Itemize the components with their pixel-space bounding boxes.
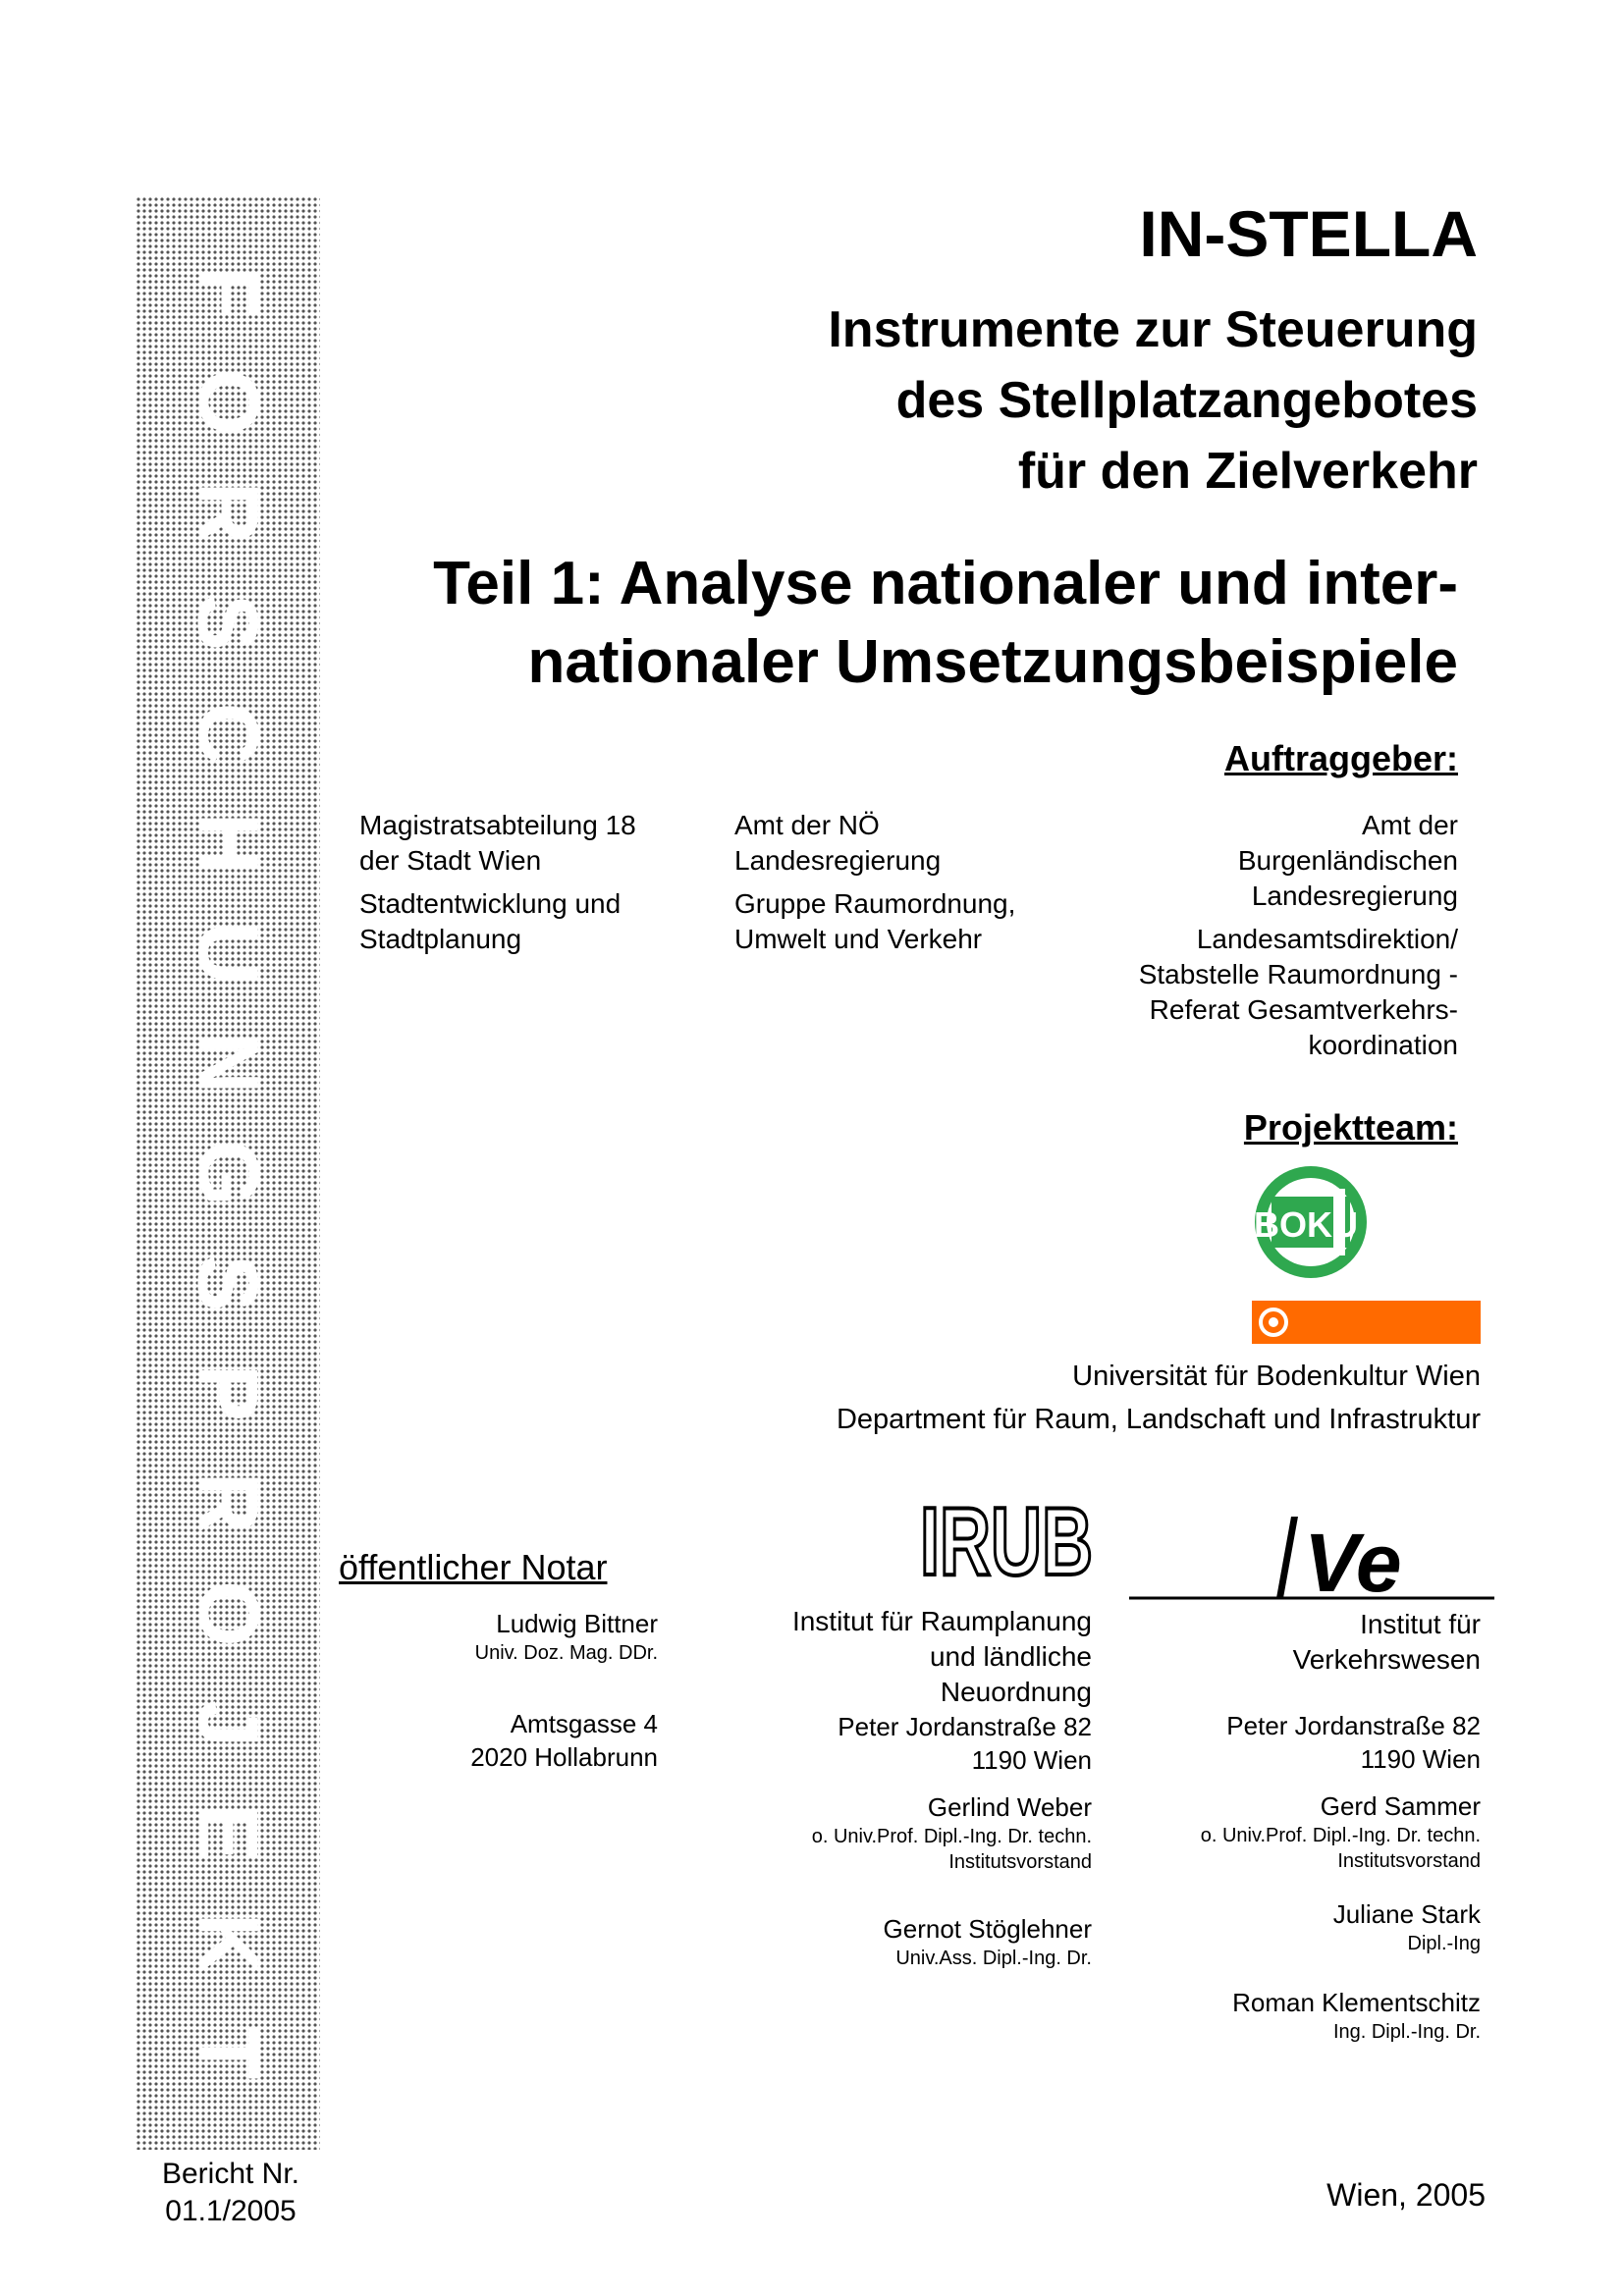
- side-band-letter: H: [180, 812, 275, 874]
- irub-block: [679, 1604, 1092, 1971]
- side-band: [135, 196, 320, 2150]
- subtitle-line: Instrumente zur Steuerung: [828, 301, 1478, 358]
- side-band-letter: G: [181, 1140, 275, 1206]
- ivw-person-title: o. Univ.Prof. Dipl.-Ing. Dr. techn.: [1200, 1825, 1481, 1846]
- client-line: Stadtplanung: [359, 924, 522, 954]
- side-band-letter: R: [180, 1472, 275, 1534]
- department-name: Department für Raum, Landschaft und Infrastruktur: [836, 1404, 1481, 1435]
- subtitle-line: des Stellplatzangebotes: [895, 372, 1478, 429]
- irub-logo: [918, 1480, 1095, 1595]
- report-number: [137, 2156, 324, 2230]
- side-band-letter: F: [180, 266, 275, 319]
- ivw-person-title: Dipl.-Ing: [1407, 1933, 1481, 1954]
- boku-logo-text: BOKU: [1254, 1204, 1358, 1245]
- side-band-letter: O: [181, 369, 275, 436]
- client-line: Umwelt und Verkehr: [734, 924, 983, 954]
- client-line: Magistratsabteilung 18: [359, 810, 636, 840]
- side-band-letter: K: [180, 1912, 275, 1974]
- projektteam-heading: Projektteam:: [1243, 1107, 1458, 1148]
- subtitle-line: für den Zielverkehr: [1017, 443, 1478, 500]
- side-band-letter: O: [181, 1580, 275, 1646]
- document-subtitle: [828, 294, 1478, 507]
- side-band-letter: J: [181, 1699, 275, 1747]
- client-line: koordination: [1308, 1030, 1458, 1060]
- part-title-line: nationaler Umsetzungsbeispiele: [527, 628, 1458, 696]
- boku-orange-bar: [1252, 1301, 1481, 1344]
- side-band-letter: N: [180, 1032, 275, 1094]
- client-ma18: [359, 808, 693, 957]
- client-line: Stadtentwicklung und: [359, 888, 622, 919]
- university-name: Universität für Bodenkultur Wien: [1072, 1361, 1481, 1392]
- side-band-letter: E: [181, 1805, 275, 1862]
- ivw-person-name: Juliane Stark: [1332, 1899, 1481, 1929]
- client-noe: [734, 808, 1068, 957]
- client-line: Landesamtsdirektion/: [1196, 924, 1458, 954]
- client-line: Amt der NÖ: [734, 810, 880, 840]
- client-line: Amt der: [1361, 810, 1458, 840]
- report-number-line: Bericht Nr.: [161, 2158, 300, 2190]
- notar-name: Ludwig Bittner: [496, 1609, 658, 1638]
- side-band-text: [135, 250, 320, 2096]
- irub-street: Peter Jordanstraße 82: [838, 1712, 1092, 1741]
- side-band-letter: U: [180, 922, 275, 984]
- irub-person-name: Gerlind Weber: [927, 1792, 1092, 1822]
- report-number-line: 01.1/2005: [165, 2195, 297, 2227]
- side-band-letter: P: [181, 1364, 275, 1421]
- university-block: [837, 1355, 1481, 1441]
- client-line: Referat Gesamtverkehrs-: [1149, 994, 1458, 1025]
- client-line: der Stadt Wien: [359, 845, 542, 876]
- irub-person-title: Univ.Ass. Dipl.-Ing. Dr.: [895, 1948, 1092, 1969]
- client-line: Landesregierung: [734, 845, 942, 876]
- ivw-logo: [1129, 1507, 1494, 1609]
- part-title: [433, 545, 1458, 702]
- ivw-institute-line: Verkehrswesen: [1292, 1644, 1481, 1675]
- client-burgenland: [1065, 808, 1458, 1063]
- document-title: IN-STELLA: [1139, 197, 1478, 270]
- ivw-institute-line: Institut für: [1360, 1609, 1481, 1639]
- ivw-block: [1088, 1607, 1481, 2045]
- place-date: Wien, 2005: [1326, 2177, 1486, 2213]
- ivw-person-name: Gerd Sammer: [1320, 1791, 1481, 1821]
- part-title-line: Teil 1: Analyse nationaler und inter-: [433, 550, 1458, 617]
- ivw-city: 1190 Wien: [1360, 1744, 1481, 1774]
- notar-street: Amtsgasse 4: [510, 1709, 658, 1738]
- irub-logo-text: IRUB: [920, 1487, 1093, 1595]
- client-line: Burgenländischen: [1237, 845, 1458, 876]
- irub-person-name: Gernot Stöglehner: [883, 1914, 1092, 1944]
- auftraggeber-heading: Auftraggeber:: [1223, 738, 1458, 778]
- irub-city: 1190 Wien: [971, 1745, 1092, 1775]
- side-band-letter: C: [180, 702, 275, 764]
- irub-person-title: o. Univ.Prof. Dipl.-Ing. Dr. techn.: [811, 1826, 1092, 1847]
- ivw-logo-text: Ve: [1304, 1517, 1402, 1609]
- irub-institute-line: und ländliche: [929, 1641, 1092, 1672]
- ivw-street: Peter Jordanstraße 82: [1226, 1711, 1481, 1740]
- client-line: Landesregierung: [1251, 881, 1458, 911]
- ivw-person-name: Roman Klementschitz: [1232, 1988, 1481, 2017]
- notar-heading: öffentlicher Notar: [339, 1547, 608, 1587]
- side-band-letter: R: [180, 482, 275, 544]
- side-band-letter: S: [181, 1255, 275, 1311]
- irub-institute-line: Neuordnung: [940, 1677, 1092, 1707]
- client-line: Gruppe Raumordnung,: [734, 888, 1016, 919]
- boku-swirl-icon: [1252, 1301, 1295, 1344]
- side-band-letter: S: [181, 594, 275, 652]
- irub-institute-line: Institut für Raumplanung: [791, 1606, 1092, 1636]
- side-band-letter: T: [180, 2027, 275, 2080]
- client-line: Stabstelle Raumordnung -: [1138, 959, 1458, 989]
- notar-title: Univ. Doz. Mag. DDr.: [474, 1642, 658, 1664]
- ivw-person-title: Ing. Dipl.-Ing. Dr.: [1332, 2021, 1481, 2043]
- notar-city: 2020 Hollabrunn: [470, 1742, 658, 1772]
- notar-block: [344, 1607, 658, 1774]
- ivw-person-role: Institutsvorstand: [1337, 1850, 1481, 1872]
- irub-person-role: Institutsvorstand: [948, 1851, 1092, 1873]
